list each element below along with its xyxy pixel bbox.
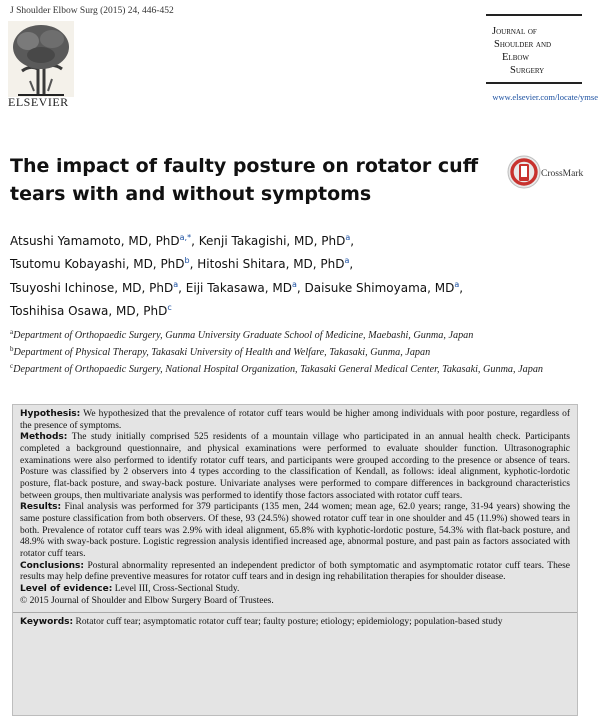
author-affiliation-marker[interactable]: a,* [179,233,192,242]
author-affiliation-marker[interactable]: a [291,279,297,289]
journal-name-line-2: Shoulder and [494,39,552,50]
methods-label: Methods: [20,432,68,443]
journal-name-line-1: Journal of [492,26,537,37]
affiliation-list [10,326,570,376]
elsevier-tree-logo [8,21,74,97]
abstract-level-of-evidence: Level of evidence: Level III, Cross-Sectional Study. [20,583,240,594]
author: Daisuke Shimoyama, MD [304,280,455,295]
author-affiliation-marker[interactable]: a [173,279,179,289]
abstract-box [12,404,578,716]
author: Hitoshi Shitara, MD, PhD [197,257,345,272]
author-affiliation-marker[interactable]: b [184,256,190,266]
journal-reference: J Shoulder Elbow Surg (2015) 24, 446-452 [10,6,174,16]
author: Tsutomu Kobayashi, MD, PhD [10,257,185,272]
abstract-keywords: Keywords: Rotator cuff tear; asymptomatic rotator cuff tear; faulty posture; etiology; epidemiology; population-based study [20,617,503,628]
affiliation: $^b$Department of Physical Therapy, Takasaki University of Health and Welfare, Takasaki, Gunma, Japan [10,344,431,358]
journal-name-line-3: Elbow [502,52,530,63]
results-label: Results: [20,502,62,513]
author-affiliation-marker[interactable]: a [345,233,351,242]
crossmark-label: CrossMark [541,169,584,179]
abstract-conclusions: Conclusions: Postural abnormality represented an independent predictor of both symptomatic and asymptomatic rotator cuff tears. These results may help define preventive measures for rotator cuff tears and in design ing rehabilitation therapies for shoulder disease. [20,560,570,583]
hypothesis-label: Hypothesis: [20,409,81,419]
author: Atsushi Yamamoto, MD, PhD [10,234,180,248]
author: Tsuyoshi Ichinose, MD, PhD [10,280,174,295]
abstract-copyright: © 2015 Journal of Shoulder and Elbow Surgery Board of Trustees. [20,595,274,606]
abstract-methods: Methods: The study initially comprised 525 residents of a mountain village who participated in an annual health check. Participants completed a background questionnaire, and physical examinations were performed to evaluate shoulder function. Ultrasonographic examinations were also performed to identify rotator cuff tears, and participants were grouped according to the presence or absence of tears. Posture was classified by 2 observers into 4 types according to the classification of Kendall, as follows: ideal alignment, kyphotic-lordotic posture, flat-back posture, and sway-back posture. Univariate analyses were performed to compare differences in background characteristics between groups, then multivariate analysis was performed to identify those factors associated with rotator cuff tears. [20,432,570,501]
author-affiliation-marker[interactable]: a [344,256,350,266]
journal-url-link[interactable]: www.elsevier.com/locate/ymse [492,92,598,102]
level-label: Level of evidence: [20,583,113,594]
conclusions-label: Conclusions: [20,560,85,571]
affiliation: $^c$Department of Orthopaedic Surgery, National Hospital Organization, Takasaki General Medical Center, Takasaki, Gunma, Japan [10,361,544,375]
journal-title-box [486,14,582,84]
keywords-label: Keywords: [20,617,74,628]
keywords-divider [13,612,577,613]
journal-name-line-4: Surgery [510,65,545,76]
abstract-hypothesis: Hypothesis: We hypothesized that the prevalence of rotator cuff tears would be higher among individuals with poor posture, regardless of the presence of symptoms. [20,409,570,431]
crossmark-icon[interactable] [507,155,541,189]
author-affiliation-marker[interactable]: c [167,303,172,313]
author: Kenji Takagishi, MD, PhD [198,234,346,248]
abstract-results: Results: Final analysis was performed for 379 participants (135 men, 244 women; mean age, 62.0 years; range, 31-94 years) showing the same posture classification from both observers. Of these, 93 (24.5%) showed rotator cuff tear in one shoulder and 45 (11.9%) showed tears in both. Prevalence of rotator cuff tears was 2.9% with ideal alignment, 65.8% with kyphotic-lordotic posture, 54.3% with flat-back posture, and 48.9% with sway-back posture. Logistic regression analysis identified increased age, abnormal posture, and past pain as factors associated with rotator cuff tears. [20,502,571,559]
article-title: The impact of faulty posture on rotator cuff tears with and without symptoms [10,155,479,205]
affiliation: $^a$Department of Orthopaedic Surgery, Gunma University Graduate School of Medicine, Maebashi, Gunma, Japan [10,328,474,341]
publisher-name: ELSEVIER [8,95,69,109]
author: Eiji Takasawa, MD [185,280,292,295]
author: Toshihisa Osawa, MD, PhD [10,304,168,319]
author-list: Atsushi Yamamoto, MD, PhD$^{a,*}$, Kenji Takagishi, MD, PhD$^a$, Tsutomu Kobayashi, MD, PhD$^b$, Hitoshi Shitara, MD, PhD$^a$, Tsuyoshi Ichinose, MD, PhD$^a$, Eiji Takasawa, $MD^a$, Daisuke Shimoyama, $MD^a$, Toshihisa Osawa, MD, PhD$^c$ [10,233,464,319]
author-affiliation-marker[interactable]: a [454,279,460,289]
